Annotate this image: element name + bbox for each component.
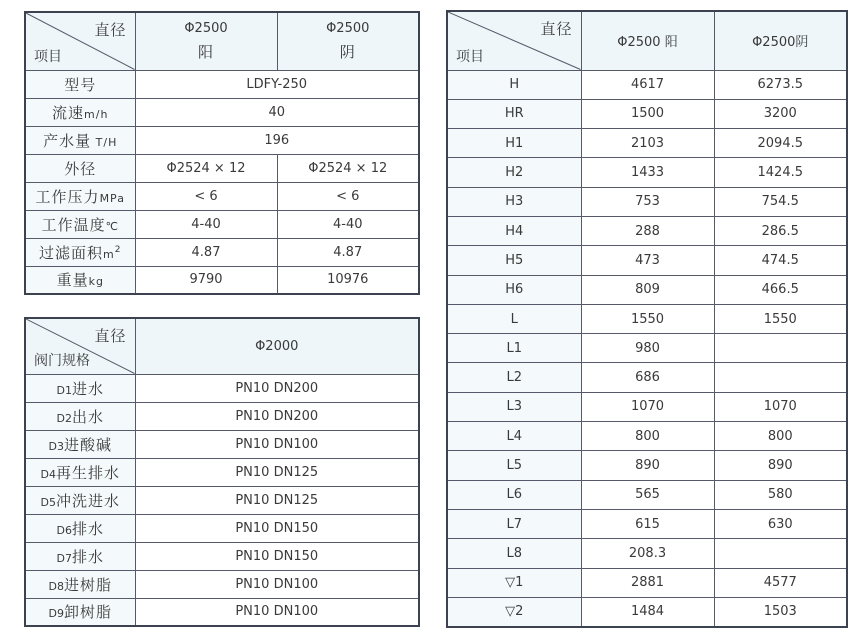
table-row <box>447 480 847 509</box>
table-row <box>25 210 419 238</box>
row-label: HR <box>447 99 581 128</box>
row-label: 工作压力MPa <box>25 182 135 210</box>
row-label: L4 <box>447 422 581 451</box>
table-row <box>25 430 419 458</box>
table-row <box>25 402 419 430</box>
row-label: 外径 <box>25 154 135 182</box>
cell-value: 890 <box>581 451 714 480</box>
cell-value: PN10 DN150 <box>135 542 419 570</box>
table-row <box>447 246 847 275</box>
table-row <box>25 126 419 154</box>
table-row <box>447 568 847 597</box>
row-label: ▽2 <box>447 597 581 626</box>
corner-bottom-label: 阀门规格 <box>34 352 90 369</box>
row-label: D8进树脂 <box>25 570 135 598</box>
row-label: D1进水 <box>25 374 135 402</box>
cell-value: 40 <box>135 98 419 126</box>
table-row <box>447 451 847 480</box>
row-label: D5冲洗进水 <box>25 486 135 514</box>
column-header: Φ2500阴 <box>714 11 847 70</box>
cell-value: 1484 <box>581 597 714 626</box>
cell-value: < 6 <box>277 182 419 210</box>
cell-value: PN10 DN200 <box>135 374 419 402</box>
cell-value: 4.87 <box>135 238 277 266</box>
cell-value: 753 <box>581 187 714 216</box>
cell-value: PN10 DN125 <box>135 458 419 486</box>
cell-value: PN10 DN125 <box>135 486 419 514</box>
cell-value: Φ2524 × 12 <box>135 154 277 182</box>
cell-value: 890 <box>714 451 847 480</box>
table-row <box>447 187 847 216</box>
row-label: 工作温度℃ <box>25 210 135 238</box>
cell-value: 1433 <box>581 158 714 187</box>
table-row <box>447 304 847 333</box>
cell-value: 10976 <box>277 266 419 294</box>
row-label: 型号 <box>25 70 135 98</box>
cell-value: 809 <box>581 275 714 304</box>
table-row <box>25 266 419 294</box>
corner-bottom-label: 项目 <box>34 48 62 65</box>
corner-bottom-label: 项目 <box>456 48 484 65</box>
column-header: Φ2500 阳 <box>581 11 714 70</box>
table-row <box>25 514 419 542</box>
row-label: H6 <box>447 275 581 304</box>
row-label: L <box>447 304 581 333</box>
dimension-table <box>446 10 848 628</box>
cell-value: 580 <box>714 480 847 509</box>
cell-value: 1500 <box>581 99 714 128</box>
row-label: L2 <box>447 363 581 392</box>
cell-value: PN10 DN100 <box>135 430 419 458</box>
cell-value: 565 <box>581 480 714 509</box>
cell-value: 208.3 <box>581 539 714 568</box>
table-row <box>25 98 419 126</box>
table-corner-header <box>25 12 135 70</box>
row-label: L7 <box>447 509 581 538</box>
table-row <box>25 598 419 626</box>
cell-value <box>714 539 847 568</box>
cell-value: LDFY-250 <box>135 70 419 98</box>
row-label: H4 <box>447 216 581 245</box>
column-header: Φ2500 阳 <box>135 12 277 70</box>
cell-value: 630 <box>714 509 847 538</box>
cell-value: 1070 <box>581 392 714 421</box>
table-row <box>447 422 847 451</box>
table-row <box>25 570 419 598</box>
row-label: D2出水 <box>25 402 135 430</box>
row-label: 流速m/h <box>25 98 135 126</box>
cell-value: 686 <box>581 363 714 392</box>
row-label: L1 <box>447 334 581 363</box>
row-label: L6 <box>447 480 581 509</box>
table-row <box>447 216 847 245</box>
table-row <box>25 70 419 98</box>
cell-value: PN10 DN200 <box>135 402 419 430</box>
cell-value: < 6 <box>135 182 277 210</box>
row-label: 重量kg <box>25 266 135 294</box>
row-label: D4再生排水 <box>25 458 135 486</box>
table-row <box>447 539 847 568</box>
row-label: H1 <box>447 129 581 158</box>
cell-value: 1070 <box>714 392 847 421</box>
cell-value: 4-40 <box>135 210 277 238</box>
cell-value: PN10 DN100 <box>135 570 419 598</box>
cell-value <box>714 334 847 363</box>
corner-top-label: 直径 <box>94 21 127 39</box>
cell-value: 474.5 <box>714 246 847 275</box>
cell-value: 286.5 <box>714 216 847 245</box>
cell-value: 4.87 <box>277 238 419 266</box>
cell-value: 800 <box>714 422 847 451</box>
row-label: 产水量 T/H <box>25 126 135 154</box>
table-row <box>447 158 847 187</box>
table-corner-header <box>25 318 135 374</box>
cell-value: 1503 <box>714 597 847 626</box>
spec-table-main <box>24 11 420 295</box>
table-row <box>447 363 847 392</box>
cell-value: Φ2524 × 12 <box>277 154 419 182</box>
row-label: L3 <box>447 392 581 421</box>
cell-value: 288 <box>581 216 714 245</box>
column-header: Φ2000 <box>135 318 419 374</box>
cell-value: 4617 <box>581 70 714 99</box>
cell-value: 2103 <box>581 129 714 158</box>
cell-value: 1550 <box>581 304 714 333</box>
cell-value: 6273.5 <box>714 70 847 99</box>
table-row <box>25 542 419 570</box>
cell-value: 754.5 <box>714 187 847 216</box>
table-row <box>25 486 419 514</box>
table-corner-header <box>447 11 581 70</box>
valve-spec-table <box>24 317 420 627</box>
table-row <box>447 99 847 128</box>
row-label: L8 <box>447 539 581 568</box>
cell-value: 1424.5 <box>714 158 847 187</box>
cell-value: 2881 <box>581 568 714 597</box>
column-header: Φ2500 阴 <box>277 12 419 70</box>
corner-top-label: 直径 <box>540 20 573 38</box>
cell-value: 4-40 <box>277 210 419 238</box>
table-row <box>447 334 847 363</box>
table-row <box>25 458 419 486</box>
row-label: H2 <box>447 158 581 187</box>
table-row <box>447 392 847 421</box>
corner-top-label: 直径 <box>94 327 127 345</box>
table-row <box>25 154 419 182</box>
row-label: H <box>447 70 581 99</box>
cell-value: 3200 <box>714 99 847 128</box>
cell-value: 2094.5 <box>714 129 847 158</box>
row-label: D9卸树脂 <box>25 598 135 626</box>
row-label: ▽1 <box>447 568 581 597</box>
table-row <box>447 597 847 626</box>
row-label: D7排水 <box>25 542 135 570</box>
table-row <box>447 509 847 538</box>
cell-value: PN10 DN150 <box>135 514 419 542</box>
cell-value: 9790 <box>135 266 277 294</box>
cell-value <box>714 363 847 392</box>
row-label: D6排水 <box>25 514 135 542</box>
cell-value: 473 <box>581 246 714 275</box>
table-row <box>447 275 847 304</box>
cell-value: 800 <box>581 422 714 451</box>
cell-value: 980 <box>581 334 714 363</box>
row-label: D3进酸碱 <box>25 430 135 458</box>
cell-value: 615 <box>581 509 714 538</box>
cell-value: 196 <box>135 126 419 154</box>
row-label: 过滤面积$m^2$ <box>25 238 135 266</box>
row-label: H5 <box>447 246 581 275</box>
cell-value: 4577 <box>714 568 847 597</box>
cell-value: PN10 DN100 <box>135 598 419 626</box>
table-row <box>25 238 419 266</box>
cell-value: 1550 <box>714 304 847 333</box>
table-row <box>447 70 847 99</box>
table-row <box>447 129 847 158</box>
row-label: L5 <box>447 451 581 480</box>
table-row <box>25 374 419 402</box>
cell-value: 466.5 <box>714 275 847 304</box>
row-label: H3 <box>447 187 581 216</box>
table-row <box>25 182 419 210</box>
